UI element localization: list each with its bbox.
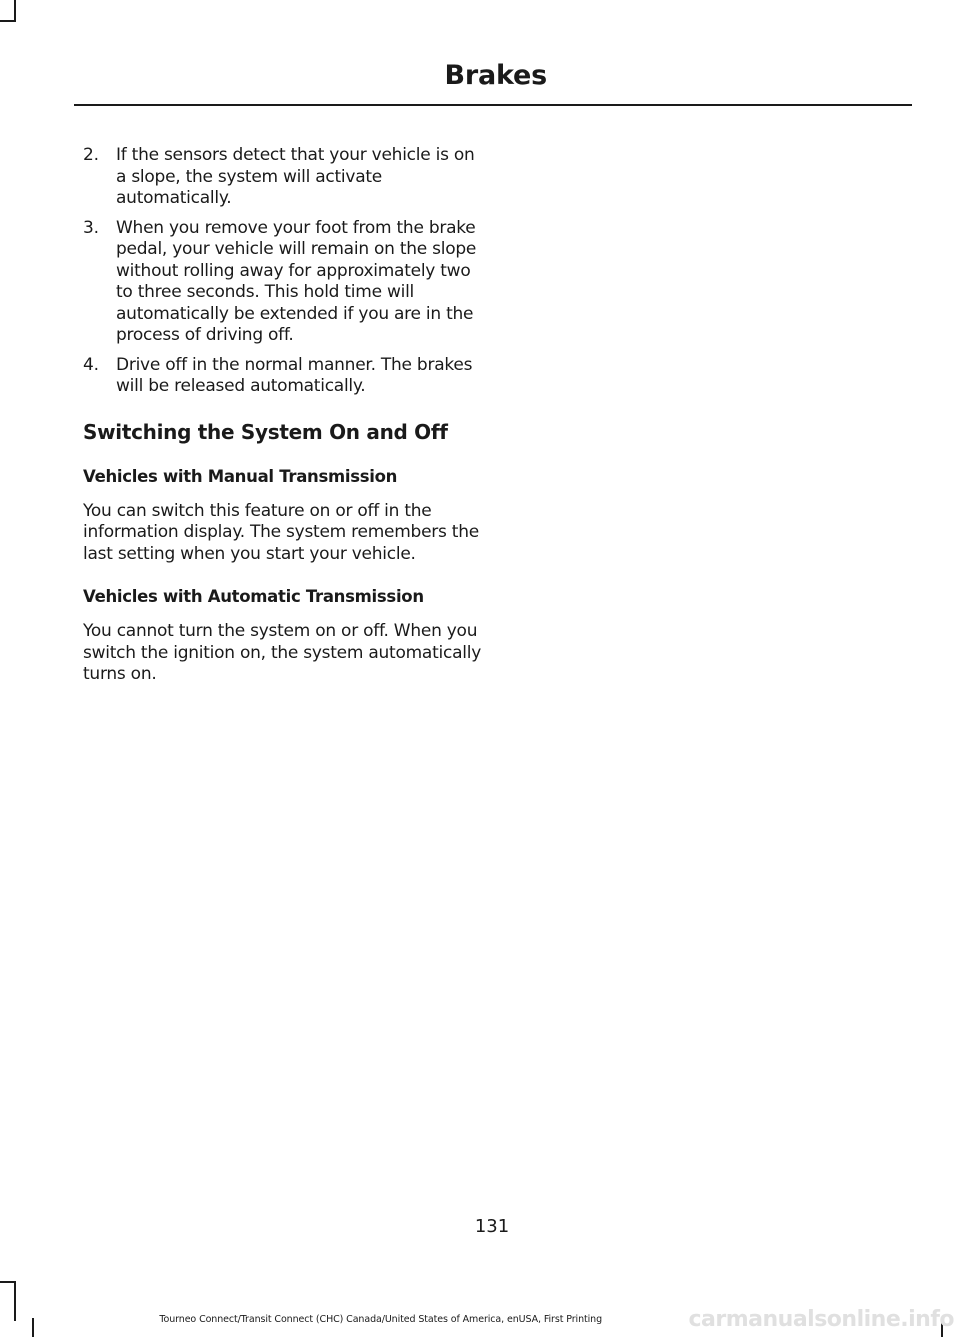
list-item-number: 4. (83, 354, 99, 375)
page-title: Brakes (444, 60, 547, 91)
crop-mark-top-left-h (0, 20, 16, 22)
footer-text: Tourneo Connect/Transit Connect (CHC) Canada/United States of America, enUSA, First Printing (159, 1314, 602, 1325)
header-divider (74, 104, 912, 106)
section-heading: Switching the System On and Off (83, 419, 448, 444)
list-item-text: If the sensors detect that your vehicle is on a slope, the system will activate automatically. (116, 145, 475, 208)
list-item (83, 355, 483, 398)
manual-transmission-heading: Vehicles with Manual Transmission (83, 466, 398, 486)
list-item (83, 145, 483, 210)
page-number: 131 (474, 1216, 510, 1237)
automatic-transmission-heading: Vehicles with Automatic Transmission (83, 587, 424, 606)
crop-mark-bottom-left-h (0, 1281, 16, 1283)
manual-transmission-text: You can switch this feature on or off in the information display. The system remembers the last setting when you start your vehicle. (83, 500, 479, 564)
list-item-text: Drive off in the normal manner. The brakes will be released automatically. (116, 354, 473, 396)
list-item-number: 2. (83, 145, 99, 165)
watermark: carmanualsonline.info (688, 1307, 954, 1332)
content-column (83, 145, 483, 686)
automatic-transmission-text: You cannot turn the system on or off. When you switch the ignition on, the system automatically turns on. (83, 621, 482, 684)
list-item-number: 3. (83, 217, 99, 238)
list-item (83, 218, 483, 347)
list-item-text: When you remove your foot from the brake pedal, your vehicle will remain on the slope without rolling away for approximately two to three seconds. This hold time will automatically be extended if you are in the process of driving off. (116, 217, 477, 345)
crop-mark-top-left (14, 0, 16, 20)
